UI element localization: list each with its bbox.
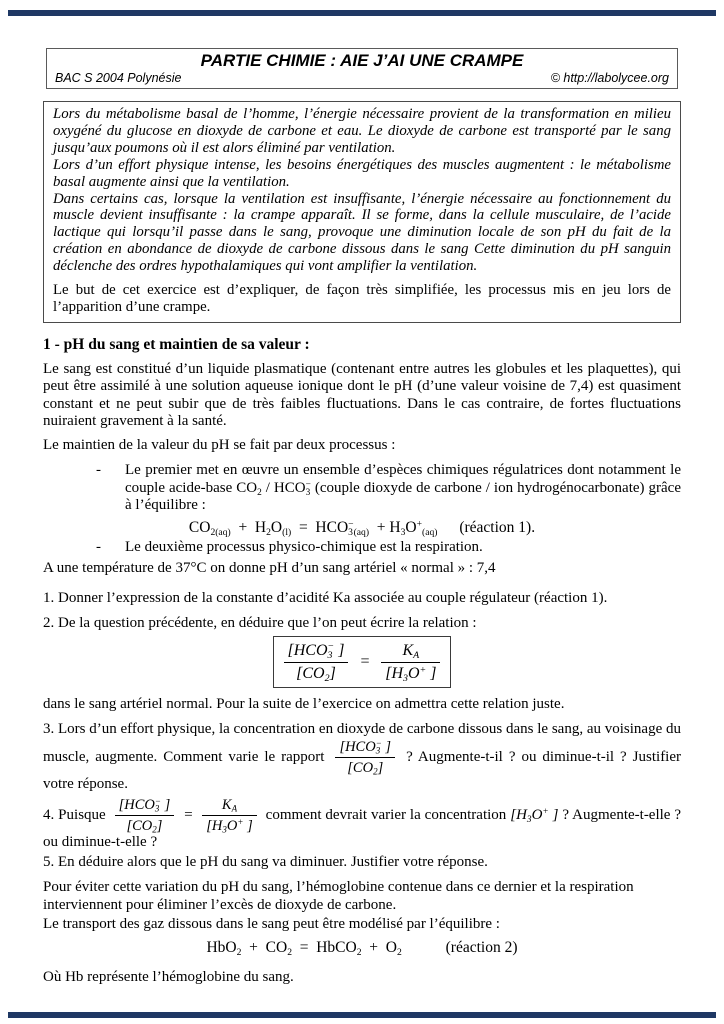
header-box — [46, 48, 678, 89]
question-4-text-before: 4. Puisque — [43, 807, 106, 824]
rhs-numerator: $K_A$ — [381, 642, 440, 663]
reaction-2-label: (réaction 2) — [445, 938, 518, 956]
hb-definition-paragraph: Où Hb représente l’hémoglobine du sang. — [43, 968, 294, 985]
q4-rhs-denominator: [$H_3O^+$ ] — [206, 817, 253, 836]
bullet-item-1 — [96, 462, 681, 515]
relation-validity-paragraph: dans le sang artériel normal. Pour la suite de l’exercice on admettra cette relation juste. — [43, 695, 565, 712]
ph-processes-paragraph: Le maintien de la valeur du pH se fait par deux processus : — [43, 436, 396, 453]
equation-reaction-2 — [43, 938, 681, 957]
intro-box — [43, 101, 681, 323]
exam-session-label: BAC S 2004 Polynésie — [55, 71, 182, 85]
q3-fraction-denominator: $[CO_2]$ — [347, 759, 384, 777]
exam-title: PARTIE CHIMIE : AIE J’AI UNE CRAMPE — [200, 51, 524, 70]
question-4-rhs-fraction — [202, 797, 256, 834]
question-1: 1. Donner l’expression de la constante d’acidité Ka associée au couple régulateur (réaction 1). — [43, 589, 608, 606]
question-4-text-middle: comment devrait varier la concentration — [265, 807, 507, 824]
section-1-heading: 1 - pH du sang et maintien de sa valeur : — [43, 335, 310, 353]
bullet-2-text: Le deuxième processus physico-chimique est la respiration. — [125, 538, 483, 555]
question-3-fraction — [335, 739, 395, 776]
hemoglobin-paragraph: Pour éviter cette variation du pH du sang, l’hémoglobine contenue dans ce dernier et la respiration interviennent pour éliminer l’excès de dioxyde de carbone. — [43, 879, 634, 913]
lhs-numerator: [$HCO_3^-$ ] — [284, 642, 349, 663]
question-5: 5. En déduire alors que le pH du sang va diminuer. Justifier votre réponse. — [43, 853, 488, 870]
q4-lhs-numerator: [$HCO_3^-$ ] — [115, 797, 175, 816]
header-meta-row — [55, 71, 669, 85]
q3-fraction-numerator: [$HCO_3^-$ ] — [335, 739, 395, 758]
reaction-1-label: (réaction 1). — [459, 518, 536, 536]
bullet-dash: - — [96, 538, 101, 555]
rhs-fraction — [381, 642, 440, 683]
bullet-1-text: Le premier met en œuvre un ensemble d’espèces chimiques régulatrices dont notamment le couple acide-base $CO_2 / HCO_3^-$ (couple dioxyde de carbone / ion hydrogénocarbonate) grâce à l’équilibre : — [125, 462, 681, 514]
bullet-item-2 — [96, 539, 681, 557]
bullet-dash: - — [96, 462, 101, 479]
rhs-denominator: [$H_3O^+$ ] — [385, 664, 437, 684]
intro-paragraph-1: Lors du métabolisme basal de l’homme, l’énergie nécessaire provient de la transformation en milieu oxygéné du glucose en dioxyde de carbone et eau. Le dioxyde de carbone est transporté par le sang jusqu’aux poumons où il est alors éliminé par ventilation. — [53, 106, 671, 156]
reaction-2-formula: $HbO_2 + CO_2$ = HbCO$_2$ + $O_2$ — [206, 938, 402, 958]
question-4-lhs-fraction — [115, 797, 175, 834]
intro-paragraph-2: Lors d’un effort physique intense, les besoins énergétiques des muscles augmentent : le métabolisme basal augmente ainsi que la ventilation. — [53, 156, 671, 190]
q4-rhs-numerator: $K_A$ — [202, 797, 256, 816]
question-4 — [43, 797, 681, 852]
q4-lhs-denominator: $[CO_2]$ — [126, 818, 163, 836]
temperature-paragraph: A une température de 37°C on donne pH d’un sang artériel « normal » : 7,4 — [43, 560, 496, 577]
top-horizontal-rule — [8, 10, 716, 16]
equation-reaction-1 — [43, 518, 681, 537]
exercise-goal: Le but de cet exercice est d’expliquer, de façon très simplifiée, les processus mis en jeu lors de l’apparition d’une crampe. — [53, 282, 671, 315]
question-2: 2. De la question précédente, en déduire que l’on peut écrire la relation : — [43, 615, 477, 632]
copyright-url: © http://labolycee.org — [550, 71, 669, 85]
question-3-text-after: ? Augmente-t-il ? ou diminue-t-il ? Justifier votre réponse. — [43, 748, 682, 792]
ka-relation-box — [273, 636, 452, 688]
lhs-fraction — [284, 642, 349, 683]
gas-transport-paragraph: Le transport des gaz dissous dans le sang peut être modélisé par l’équilibre : — [43, 916, 500, 933]
bottom-horizontal-rule — [8, 1012, 716, 1018]
relation-box-wrapper — [43, 636, 681, 688]
question-3-text-before: 3. Lors d’un effort physique, la concentration en dioxyde de carbone dissous dans le sang, au voisinage du muscle, augmente. Comment varie le rapport — [43, 721, 681, 765]
h3o-concentration-symbol: [$H_3O^+$ ] — [510, 807, 559, 826]
q4-equals-sign: = — [183, 807, 194, 824]
equals-sign: = — [359, 653, 371, 671]
question-4-text-after: ? Augmente-t-elle ? ou diminue-t-elle ? — [43, 807, 682, 851]
lhs-denominator: $[CO_2]$ — [296, 664, 336, 684]
intro-paragraph-3: Dans certains cas, lorsque la ventilation est insuffisante, l’énergie nécessaire au fonctionnement du muscle devient insuffisante : la crampe apparaît. Il se forme, dans la cellule musculaire, de l’acide lactique qui lorsqu’il passe dans le sang, provoque une diminution locale de son pH du fait de la création en abondance de dioxyde de carbone dissous dans le sang Cette diminution du pH sanguin déclenche des ordres hypothalamiques qui vont amplifier la ventilation. — [53, 190, 671, 275]
reaction-1-formula: $CO_{2(aq)} + H_2O_{(l)} = HCO_3^-_{(aq)} + H_3O^+_{(aq)}$ — [188, 518, 438, 538]
blood-description-paragraph: Le sang est constitué d’un liquide plasmatique (contenant entre autres les globules et les plaquettes), qui peut être assimilé à une solution aqueuse ionique dont le pH (d’une valeur voisine de 7,4) est quasiment constant et ne peut subir que de très faibles fluctuations. Dans le cas contraire, de fortes fluctuations nuiraient gravement à la santé. — [43, 360, 681, 430]
question-3 — [43, 721, 681, 793]
